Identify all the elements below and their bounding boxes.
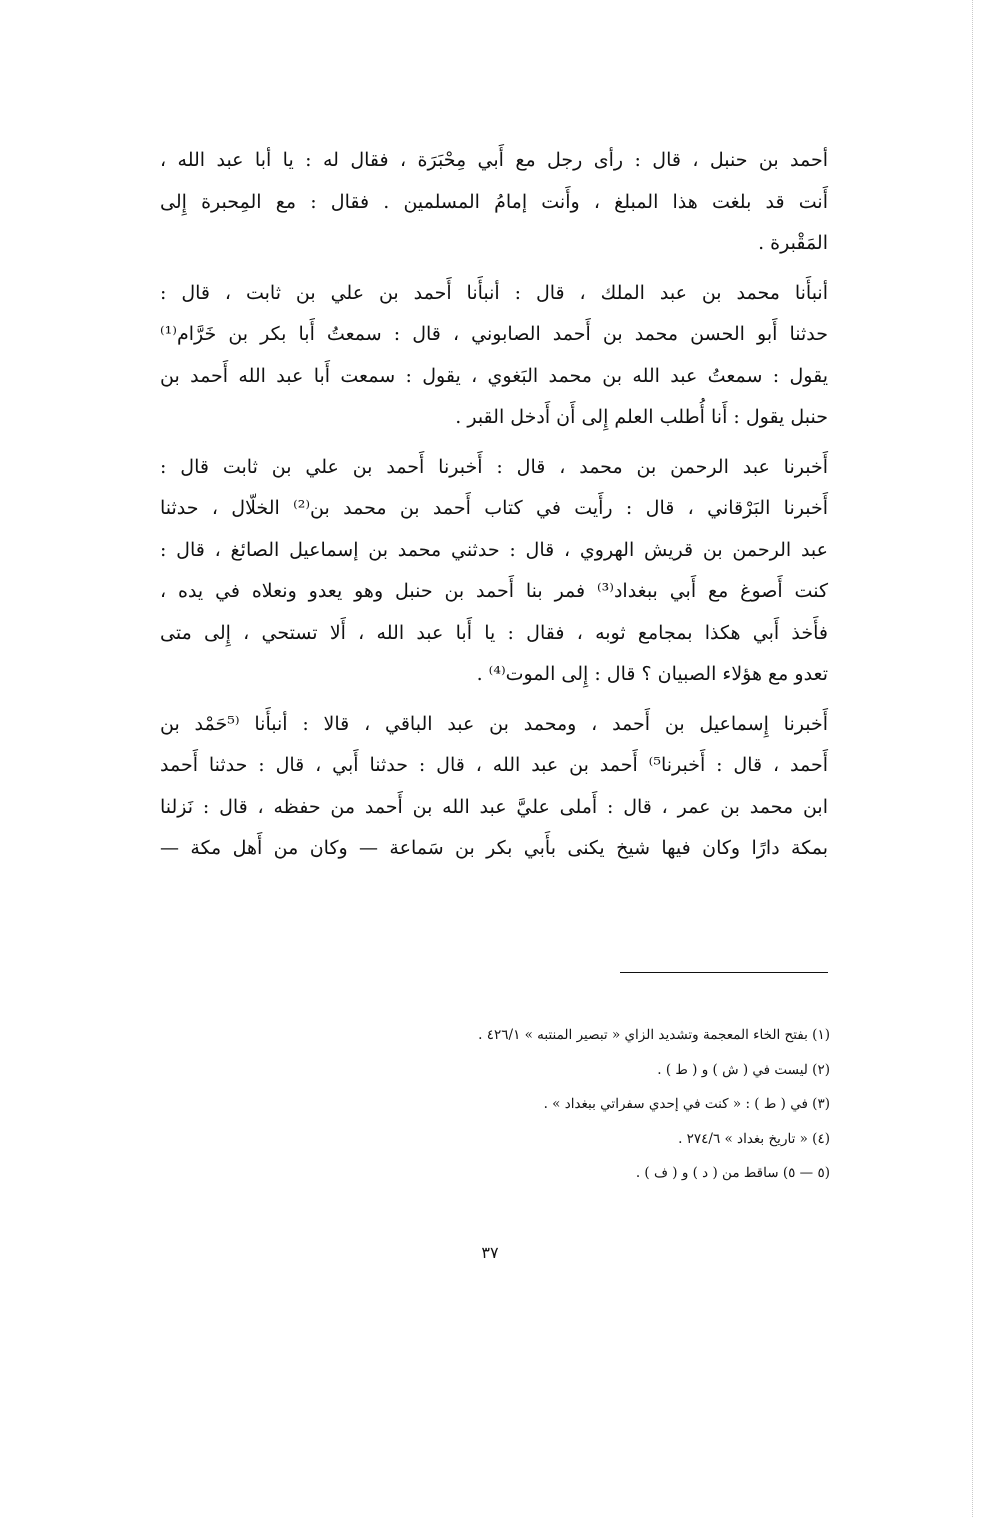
text-line: أَخبرنا عبد الرحمن بن محمد ، قال : أَخبرنا أَحمد بن علي بن ثابت قال : [160,455,828,478]
text-line: يقول : سمعتُ عبد الله بن محمد البَغوي ، يقول : سمعت أَبا عبد الله أَحمد بن [160,364,828,387]
text-line: بمكة دارًا وكان فيها شيخ يكنى بأَبي بكر بن سَماعة — وكان من أَهل مكة — [160,837,828,859]
main-text [160,140,828,878]
text-line: أَخبرنا البَرْقاني ، قال : رأَيت في كتاب أَحمد بن محمد بن⁽²⁾ الخلّال ، حدثنا [160,497,829,519]
paragraph-2 [160,273,828,439]
text-line: عبد الرحمن بن قريش الهروي ، قال : حدثني محمد بن إسماعيل الصائغ ، قال : [160,538,828,561]
text-line: حنبل يقول : أَنا أُطلب العلم إِلى أَن أَدخل القبر . [455,406,828,428]
text-line: أنبأَنا محمد بن عبد الملك ، قال : أنبأَنا أَحمد بن علي بن ثابت ، قال : [160,281,828,304]
text-line: أَخبرنا إِسماعيل بن أَحمد ، ومحمد بن عبد الباقي ، قالا : أنبأَنا ⁽⁵حَمْد بن [160,712,828,735]
text-line: أَنت قد بلغت هذا المبلغ ، وأَنت إمامُ المسلمين . فقال : مع المِحبرة إِلى [160,190,828,213]
footnote-2: (٢) ليست في ( ش ) و ( ط ) . [657,1061,830,1078]
footnote-1: (١) بفتح الخاء المعجمة وتشديد الزاي « تبصير المنتبه » ٤٢٦/١ . [478,1027,830,1043]
footnote-4: (٤) « تاريخ بغداد » ٢٧٤/٦ . [678,1130,830,1147]
text-line: كنت أَصوغ مع أَبي ببغداد⁽³⁾ فمر بنا أَحمد بن حنبل وهو يعدو ونعلاه في يده ، [160,580,828,602]
text-line: تعدو مع هؤلاء الصبيان ؟ قال : إِلى الموت⁽⁴⁾ . [476,663,828,685]
page-number: ٣٧ [481,1243,499,1262]
text-line: أَحمد ، قال : أَخبرنا⁵⁾ أَحمد بن عبد الله ، قال : حدثنا أَبي ، قال : حدثنا أَحمد [160,754,829,776]
paragraph-1 [160,140,828,265]
footnotes [420,1018,830,1191]
text-line: حدثنا أَبو الحسن محمد بن أَحمد الصابوني ، قال : سمعتُ أَبا بكر بن خَرَّام⁽¹⁾ [160,323,828,345]
footnote-separator [620,972,828,973]
text-line: ابن محمد بن عمر ، قال : أَملى عليَّ عبد الله بن أَحمد من حفظه ، قال : نَزلنا [160,795,828,818]
text-line: فأَخذ أَبي هكذا بمجامع ثوبه ، فقال : يا أَبا عبد الله ، أَلا تستحي ، إِلى متى [160,621,828,644]
footnote-5: (٥ — ٥) ساقط من ( د ) و ( ف ) . [635,1165,830,1181]
scan-edge-line [971,0,973,1517]
text-line: أحمد بن حنبل ، قال : رأى رجل مع أَبي مِحْبَرَة ، فقال له : يا أبا عبد الله ، [160,149,828,171]
paragraph-3 [160,447,828,696]
paragraph-4 [160,704,828,870]
footnote-3: (٣) في ( ط ) : « كنت في إحدي سفراتي ببغداد » . [543,1096,830,1112]
text-line: المَقْبرة . [758,232,828,254]
